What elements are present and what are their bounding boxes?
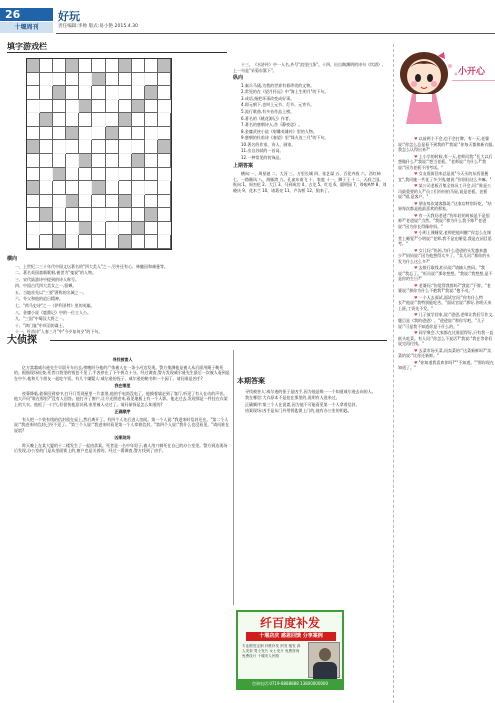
answers-title: 本期答案 xyxy=(237,376,265,385)
clue: 6.著名的《桃花源记》作者。 xyxy=(241,115,293,121)
editor-meta: 责任编辑:李帅 版式:易小艳 2015.4.30 xyxy=(58,24,138,29)
cartoon-girl-icon xyxy=(394,44,466,134)
clue: 3.成语,指把坏事改变成好事。 xyxy=(241,95,295,101)
ad-body: 专业假发定制 纤维补发 织发 植发 真人发套 男士发片 女士发片 免费咨询 免费设计 十堰市人民路 xyxy=(242,644,301,658)
joke-item: ♥儿子放学回家,说:"爸爸,老师让我们写作文,题目是《我的爸爸》。"爸爸说:"那你写吧。"儿子说:"可是我不知道你是干什么的。" xyxy=(398,312,494,329)
ad-title: 纤百度补发 xyxy=(259,616,320,630)
heart-icon: ♥ xyxy=(414,183,418,189)
clue: 五、当地首先以"三要"著称的名城之一。 xyxy=(15,289,87,295)
clue: 2.常见的在《望月怀远》中"海上生明月"的下句。 xyxy=(241,89,329,95)
detective-column-left xyxy=(14,355,231,700)
across-clues xyxy=(7,254,231,336)
detective-rule xyxy=(50,340,387,341)
ad-person-photo xyxy=(308,642,340,678)
answers-label: 上期答案 xyxy=(233,163,254,170)
section-title: 好玩 xyxy=(58,10,80,23)
down-clues xyxy=(233,62,387,306)
joke-item: ♥上小学的时候,有一天,老师问我:"长大以后想做什么?"我说:"想当老板。"老师说:"为什么?"我说:"因为老板不用考试。" xyxy=(398,153,493,170)
jokes-title: 小开心 xyxy=(458,67,486,77)
crossword-title: 填字游戏栏 xyxy=(7,41,47,51)
clue: 六、夸父和他的追日精神。 xyxy=(15,296,63,302)
ad-footer: 咨询电话:0719-8888888 13800000000 xyxy=(238,679,342,688)
joke-item: ♥有一天我问老爸:"你年轻的时候是不是很帅?"老爸说:"当然。"我说:"那为什么我不帅?"老爸说:"因为你长得像你妈。" xyxy=(398,212,490,229)
joke-item: ♥某公司老板召集全体员工开会,问:"谁是公司最重要的人?"员工们纷纷拍马屁,说是老板。老板说:"错,是客户。" xyxy=(398,183,492,200)
case-title: 我在哪里 xyxy=(114,383,131,389)
paper-name: 十堰周刊 xyxy=(0,22,53,33)
ad-subtitle: 十堰店庆 感恩回馈 分享案例 xyxy=(246,632,336,641)
clue: 1.秦兵马俑,为我的世界有着珍贵的文物。 xyxy=(241,82,315,88)
clue: 7.著名的唐朝诗人,作《静夜思》。 xyxy=(241,122,303,128)
clue: 十、"鸿门宴"中项羽的谋士。 xyxy=(15,322,67,328)
crossword-rule xyxy=(7,52,227,53)
joke-item: ♥小明上课睡觉,老师把他叫醒:"你怎么在课堂上睡觉?"小明说:"老师,我不是在睡觉,我是在闭目思考。" xyxy=(398,230,492,247)
clue: 七、"荷马史诗"之一《伊利亚特》里的英雄。 xyxy=(15,302,95,308)
heart-icon: ♥ xyxy=(414,230,418,236)
heart-icon: ♥ xyxy=(414,359,418,365)
joke-item: ♥老婆问:"你觉得我胖吗?"我说:"不胖。"老婆说:"那你为什么不抱我?"我说:"抱不动。" xyxy=(398,282,491,294)
advertisement xyxy=(236,610,344,690)
heart-icon: ♥ xyxy=(414,265,418,271)
column-divider xyxy=(233,350,234,605)
case-text: 夜幕降临,侦探回到家中,打开门发现屋里一片漆黑,他的手电筒没电了。他摸着墙走到了客厅,听见了有人在动的声音。他大声问"谁在那里?"没有人回答。他打开了窗户,让月光照进来,看见地板上有一个人影。他走过去,发现那是一件挂在衣架上的大衣。他松了一口气,但很快他意识到,家里被人动过了。请问侦探是怎么知道的? xyxy=(14,390,228,407)
case-title: 凶案现场 xyxy=(114,435,131,441)
jokes-title-rule xyxy=(452,80,495,81)
clue: 10.著名的作家、诗人、画家。 xyxy=(241,141,296,147)
heart-icon: ♥ xyxy=(414,312,418,318)
joke-item: ♥女友逛街回来总是说"今天买的东西很便宜",我问她一共花了多少钱,她说:"你别问这么多嘛。" xyxy=(398,171,492,182)
heart-icon: ♥ xyxy=(414,136,418,141)
heart-icon: ♥ xyxy=(414,171,418,177)
jokes-list xyxy=(398,136,494,701)
case-title: 正确顺序 xyxy=(114,409,131,415)
down-label: 纵向 xyxy=(233,75,244,82)
clue: 九、"三国"中蜀汉大将之一。 xyxy=(15,316,67,322)
clue: 三、宋代陆游诗中提到的诗人称号。 xyxy=(15,276,79,282)
case-title: 寻找被害人 xyxy=(112,357,133,362)
answer-item: 正确顺序:第三个人在说谎,因为他不可能看见第一个人拿着信封。 xyxy=(245,401,360,407)
case-text: 有人把一个装有钱的信封放在桌上,然后离开了。有四个人先后进入房间。第一个人说:"我进来时信封还在。"第二个人说:"我进来时信封已经不见了。"第三个人说:"我进来时看见第一个人拿着信封。"第四个人说:"我什么也没看见。"请问谁在说谎? xyxy=(14,416,230,433)
heart-icon: ♥ xyxy=(414,212,418,218)
joke-item: ♥"你知道我喜欢你吗?""不知道。""那你现在知道了。" xyxy=(398,359,494,371)
clue: 12.一种常见的装饰品。 xyxy=(241,154,284,160)
clue: 5.流行歌曲,有多首作品上榜。 xyxy=(241,108,295,114)
clue: 8.金庸武侠小说《射雕英雄传》里的人物。 xyxy=(241,128,317,134)
answers-column xyxy=(237,352,387,602)
heart-icon: ♥ xyxy=(414,347,418,353)
clue: 4.即元朝下,也叫上元节、灯节、元宵节。 xyxy=(241,102,315,108)
clue: 二、著名英国童载歌唱,被誉为"鬼说"的人物。 xyxy=(15,270,96,276)
down-intro: 十三、《水浒传》中一人名,外号"浪里白条"。十四、出自陶渊明的诗句《饮酒》,上一句是"采菊东篱下"。 xyxy=(233,62,384,73)
across-label: 横向 xyxy=(7,256,18,262)
heart-icon: ♥ xyxy=(414,153,418,159)
clue: 9.唐朝的杜甫诗《春望》里"烽火连三月"的下句。 xyxy=(241,135,329,141)
joke-item: ♥朋友每次请客都说:"这家店特别好吃。"结果每次都是他最喜欢的那家。 xyxy=(398,200,492,212)
heart-icon: ♥ xyxy=(414,247,418,253)
heart-icon: ♥ xyxy=(414,294,418,300)
joke-item: ♥同学聚会,大家都在比谁混得好,只有我一直低头吃菜。有人问:"你怎么不说话?"我说:"我在等你们说完再付钱。" xyxy=(398,330,494,347)
clue: 八、金庸小说《鹿鼎记》中的一位主人公。 xyxy=(15,309,91,315)
jokes-column xyxy=(393,44,495,703)
page-number: 26 xyxy=(0,8,53,21)
clue: 一、上世纪二三十年代中国文坛著名的"四大美人"之一,另外还有心、林徽因和虞曼等。 xyxy=(15,263,168,269)
header-rule xyxy=(56,33,495,34)
joke-item: ♥女儿问:"妈妈,为什么爸爸的头发越来越少?"妈妈说:"因为他想得太多了。"女儿问:"那你的头发为什么这么多?" xyxy=(398,247,491,264)
answer-item: 寻找被害人:威尔逊的侄子是凶手,因为他是唯一一个知道威尔逊去向的人。 xyxy=(245,388,376,394)
crossword-grid xyxy=(26,58,172,250)
heart-icon: ♥ xyxy=(414,200,418,206)
clue: 十一、杜甫诗"入春三月"中"今夕复何夕"的下句。 xyxy=(15,329,103,335)
clue: 四、中国古代四大美女之一,貂蝉。 xyxy=(15,283,77,289)
clue: 11.出自苏轼的一首词。 xyxy=(241,148,284,154)
detective-title: 大侦探 xyxy=(7,335,37,346)
answer-item: 凶案现场:凶手是从门外用钥匙锁上门的,他有办公室的钥匙。 xyxy=(245,408,352,414)
case-text: 亿万富翁威尔逊先生早晨开车出去,傍晚时分他的尸体被人在一条小河边发现。警方推测他是被人从后面用绳子勒死的。根据现场检查,死者口袋里的钱包不见了,手表停在了下午两点十分。经过调查,警方发现威尔逊先生最后一次被人看到是在中午,他和几个朋友一起吃午饭。有几个嫌疑人:威尔逊的侄子、威尔逊的秘书和一个园丁。请问谁是凶手? xyxy=(14,364,230,381)
joke-item: ♥以前两个不会,也不会打牌。有一天,老婆说:"你怎么总是看不到我的?"我说:"你每天都换新衣服,我怎么认得出来?" xyxy=(398,136,494,153)
previous-answers: 横向:一、周星驰 二、大河 三、万里长城 四、张艺谋 五、百花齐放 六、西红柿 七、一路顺风 八、海豚湾 九、孔雀东南飞 十、家庭 十一、狮子王 十二、天府之国。纵向:1、周杰伦 2、大江 3、马到成功 4、古龙 5、红毛 6、圆明园 7、哆啦A梦 8、刘晓庆 9、花木兰 10、诸葛亮 11、卢沟桥 12、狼来了。 xyxy=(233,171,387,193)
heart-icon: ♥ xyxy=(414,330,418,336)
joke-item: ♥一个人去面试,面试官问:"你有什么特长?"他说:"我特别能吃苦。"面试官说:"那好,你明天来上班,工资先不发。" xyxy=(398,294,492,311)
case-text: 昨天晚上在某大厦的十二楼发生了一起凶杀案。死者是一名中年男子,被人用刀刺死在自己的办公室里。警方到达现场后发现,办公室的门是从里面锁上的,窗户也是关着的。经过一番调查,警方找到了凶手。 xyxy=(14,442,228,454)
answer-item: 我在哪里:大衣原本不是挂在那里的,说明有人进来过。 xyxy=(245,395,340,401)
heart-icon: ♥ xyxy=(414,282,418,288)
joke-item: ♥去菜市场买菜,问卖菜的:"这菜新鲜吗?"卖菜的说:"比你还新鲜。" xyxy=(398,347,492,359)
joke-item: ♥去银行取钱,柜员说:"请输入密码。"我说:"我忘了。"柜员说:"那你想想。"我说:"我想想,是不是你的生日?" xyxy=(398,265,493,282)
